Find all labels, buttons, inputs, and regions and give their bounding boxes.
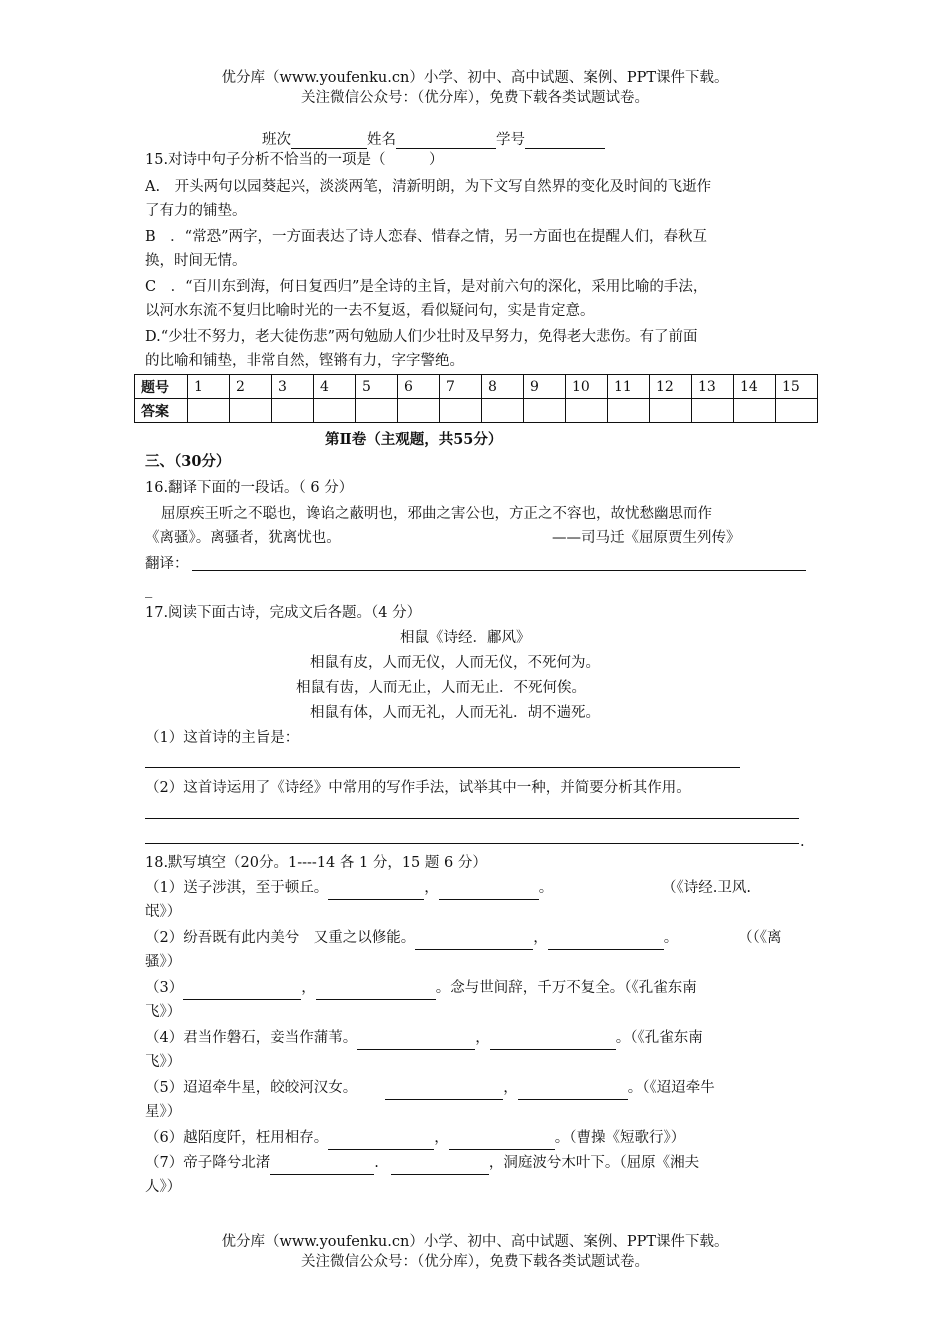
q16-passage-line1: 屈原疾王听之不聪也，谗谄之蔽明也，邪曲之害公也，方正之不容也，故忧愁幽思而作 bbox=[161, 506, 712, 522]
q18-item-5 bbox=[145, 1076, 715, 1100]
q18-item-1 bbox=[145, 876, 553, 900]
question-number: 3 bbox=[272, 375, 314, 399]
q16-passage-line2: 《离骚》。离骚者，犹离忧也。 bbox=[145, 530, 341, 546]
answer-cell[interactable] bbox=[524, 399, 566, 423]
poem-line: 相鼠有齿，人而无止，人而无止．不死何俟。 bbox=[296, 680, 586, 696]
q18-item-1-prompt: （1）送子涉淇，至于顿丘。 bbox=[145, 880, 329, 896]
q16-answer-line[interactable] bbox=[192, 570, 806, 571]
footer-line-1: 优分库（www.youfenku.cn）小学、初中、高中试题、案例、PPT课件下载。 bbox=[221, 1234, 729, 1250]
answer-cell[interactable] bbox=[398, 399, 440, 423]
q18-item-1-source-end: 氓》） bbox=[145, 904, 182, 920]
q18-item-1-blank-1[interactable] bbox=[328, 883, 424, 900]
question-number: 14 bbox=[734, 375, 776, 399]
q15-option-d-line1: D.“少壮不努力，老大徒伤悲”两句勉励人们少壮时及早努力，免得老大悲伤。有了前面 bbox=[145, 329, 698, 345]
name-label: 姓名 bbox=[367, 132, 396, 148]
class-label: 班次 bbox=[262, 132, 291, 148]
q18-item-5-blank-2[interactable] bbox=[518, 1083, 628, 1100]
q18-item-7-dot: . bbox=[374, 1155, 379, 1171]
answer-cell[interactable] bbox=[650, 399, 692, 423]
q18-item-1-blank-2[interactable] bbox=[439, 883, 539, 900]
q16-source: ——司马迁《屈原贾生列传》 bbox=[552, 530, 741, 546]
answer-cell[interactable] bbox=[566, 399, 608, 423]
q16-translate-label: 翻译： bbox=[145, 556, 189, 572]
q18-item-2-comma: ， bbox=[533, 930, 548, 946]
q18-item-6-prompt: （6）越陌度阡，枉用相存。 bbox=[145, 1130, 329, 1146]
q15-option-b-line1: B ．“常恐”两字，一方面表达了诗人恋春、惜春之情，另一方面也在提醒人们，春秋互 bbox=[145, 229, 707, 245]
q18-item-6-blank-1[interactable] bbox=[328, 1133, 434, 1150]
q18-item-2-source-end: 骚》） bbox=[145, 954, 182, 970]
question-number: 7 bbox=[440, 375, 482, 399]
q16-overflow-mark: _ bbox=[145, 582, 153, 598]
q18-item-1-period: 。 bbox=[538, 880, 554, 896]
q18-item-6-comma: ， bbox=[434, 1130, 449, 1146]
answer-cell[interactable] bbox=[440, 399, 482, 423]
q17-stem: 17.阅读下面古诗，完成文后各题。（4 分） bbox=[145, 605, 422, 621]
q17-sub2-answer-line-1[interactable] bbox=[145, 818, 799, 819]
question-number: 5 bbox=[356, 375, 398, 399]
q18-item-2-period: 。 bbox=[663, 930, 679, 946]
q18-item-7-blank-2[interactable] bbox=[391, 1158, 489, 1175]
q18-item-5-comma: ， bbox=[503, 1080, 518, 1096]
question-number: 13 bbox=[692, 375, 734, 399]
q18-item-5-prompt: （5）迢迢牵牛星，皎皎河汉女。 bbox=[145, 1080, 358, 1096]
id-label: 学号 bbox=[496, 132, 525, 148]
question-number: 15 bbox=[776, 375, 818, 399]
q15-option-a-line1: A. 开头两句以园葵起兴，淡淡两笔，清新明朗，为下文写自然界的变化及时间的飞逝作 bbox=[145, 179, 712, 195]
q18-item-4-blank-2[interactable] bbox=[490, 1033, 616, 1050]
q15-option-d-line2: 的比喻和铺垫，非常自然，铿锵有力，字字警绝。 bbox=[145, 353, 464, 369]
question-number: 6 bbox=[398, 375, 440, 399]
q18-item-3-source-end: 飞》） bbox=[145, 1004, 182, 1020]
student-info bbox=[262, 128, 605, 149]
answer-cell[interactable] bbox=[776, 399, 818, 423]
q18-item-1-source: （《诗经.卫风. bbox=[662, 880, 751, 896]
q17-end-mark: . bbox=[800, 834, 805, 850]
answer-cell[interactable] bbox=[608, 399, 650, 423]
q18-item-3-rest: 。念与世间辞，千万不复全。（《孔雀东南 bbox=[435, 980, 697, 996]
question-number: 8 bbox=[482, 375, 524, 399]
question-number: 2 bbox=[230, 375, 272, 399]
q18-item-4-rest: 。（《孔雀东南 bbox=[615, 1030, 703, 1046]
q18-item-7-rest: ，洞庭波兮木叶下。（屈原《湘夫 bbox=[488, 1155, 700, 1171]
class-field[interactable] bbox=[291, 132, 367, 149]
poem-line: 相鼠有皮，人而无仪，人而无仪，不死何为。 bbox=[310, 655, 600, 671]
q15-option-a-line2: 了有力的铺垫。 bbox=[145, 203, 247, 219]
part2-title: 第Ⅱ卷（主观题，共55分） bbox=[325, 431, 503, 448]
answer-cell[interactable] bbox=[272, 399, 314, 423]
answer-cell[interactable] bbox=[734, 399, 776, 423]
q18-item-3-comma: ， bbox=[301, 980, 316, 996]
q15-stem: 15.对诗中句子分析不恰当的一项是（ ） bbox=[145, 152, 444, 168]
header-line-2: 关注微信公众号：（优分库），免费下载各类试题试卷。 bbox=[301, 90, 649, 106]
row-label-answer: 答案 bbox=[135, 399, 188, 423]
q17-sub1-answer-line[interactable] bbox=[145, 767, 740, 768]
question-number: 4 bbox=[314, 375, 356, 399]
answer-cell[interactable] bbox=[692, 399, 734, 423]
q18-item-7-source-end: 人》） bbox=[145, 1179, 182, 1195]
question-number: 10 bbox=[566, 375, 608, 399]
q18-item-7 bbox=[145, 1151, 699, 1175]
q17-sub1: （1）这首诗的主旨是： bbox=[145, 730, 300, 746]
answer-cell[interactable] bbox=[230, 399, 272, 423]
q18-item-1-comma: ， bbox=[424, 880, 439, 896]
q18-stem: 18.默写填空（20分。1----14 各 1 分，15 题 6 分） bbox=[145, 855, 487, 871]
q18-item-4 bbox=[145, 1026, 703, 1050]
q18-item-4-blank-1[interactable] bbox=[357, 1033, 475, 1050]
name-field[interactable] bbox=[396, 132, 496, 149]
answer-cell[interactable] bbox=[356, 399, 398, 423]
q18-item-4-prompt: （4）君当作磐石，妾当作蒲苇。 bbox=[145, 1030, 358, 1046]
q18-item-5-rest: 。（《迢迢牵牛 bbox=[627, 1080, 715, 1096]
q18-item-2-prompt: （2）纷吾既有此内美兮 又重之以修能。 bbox=[145, 930, 416, 946]
poem-title: 相鼠《诗经．鄘风》 bbox=[400, 630, 531, 646]
section-3-heading: 三、（30分） bbox=[145, 453, 231, 470]
q18-item-4-source-end: 飞》） bbox=[145, 1054, 182, 1070]
q18-item-5-source-end: 星》） bbox=[145, 1104, 182, 1120]
q18-item-3-blank-2[interactable] bbox=[316, 983, 436, 1000]
q18-item-4-comma: ， bbox=[475, 1030, 490, 1046]
answer-cell[interactable] bbox=[188, 399, 230, 423]
answer-cell[interactable] bbox=[482, 399, 524, 423]
answer-table bbox=[134, 374, 818, 423]
q18-item-3 bbox=[145, 976, 697, 1000]
q18-item-6-blank-2[interactable] bbox=[449, 1133, 555, 1150]
q18-item-2-source: （（《离 bbox=[738, 930, 782, 946]
q16-stem: 16.翻译下面的一段话。（ 6 分） bbox=[145, 480, 354, 496]
question-number: 9 bbox=[524, 375, 566, 399]
q18-item-7-prompt: （7）帝子降兮北渚 bbox=[145, 1155, 271, 1171]
question-number: 1 bbox=[188, 375, 230, 399]
answer-table-answer-row bbox=[135, 399, 818, 423]
answer-table-number-row bbox=[135, 375, 818, 399]
q18-item-3-prompt: （3） bbox=[145, 980, 184, 996]
q18-item-7-blank-1[interactable] bbox=[270, 1158, 374, 1175]
q18-item-2 bbox=[145, 926, 678, 950]
footer-line-2: 关注微信公众号：（优分库），免费下载各类试题试卷。 bbox=[301, 1254, 649, 1270]
q18-item-6-rest: 。（曹操《短歌行》） bbox=[554, 1130, 686, 1146]
q18-item-2-blank-2[interactable] bbox=[548, 933, 664, 950]
q17-sub2-answer-line-2[interactable] bbox=[145, 843, 799, 844]
q15-option-c-line2: 以河水东流不复归比喻时光的一去不复返，看似疑问句，实是肯定意。 bbox=[145, 303, 595, 319]
question-number: 12 bbox=[650, 375, 692, 399]
q15-option-c-line1: C ．“百川东到海，何日复西归”是全诗的主旨，是对前六句的深化，采用比喻的手法， bbox=[145, 279, 708, 295]
q18-item-5-blank-1[interactable] bbox=[385, 1083, 503, 1100]
q17-sub2: （2）这首诗运用了《诗经》中常用的写作手法，试举其中一种，并简要分析其作用。 bbox=[145, 780, 691, 796]
poem-line: 相鼠有体，人而无礼，人而无礼．胡不遄死。 bbox=[310, 705, 600, 721]
q18-item-6 bbox=[145, 1126, 685, 1150]
answer-cell[interactable] bbox=[314, 399, 356, 423]
q18-item-2-blank-1[interactable] bbox=[415, 933, 533, 950]
q15-option-b-line2: 换，时间无情。 bbox=[145, 253, 247, 269]
q18-item-3-blank-1[interactable] bbox=[183, 983, 301, 1000]
question-number: 11 bbox=[608, 375, 650, 399]
id-field[interactable] bbox=[525, 132, 605, 149]
row-label-number: 题号 bbox=[135, 375, 188, 399]
header-line-1: 优分库（www.youfenku.cn）小学、初中、高中试题、案例、PPT课件下载。 bbox=[221, 70, 729, 86]
